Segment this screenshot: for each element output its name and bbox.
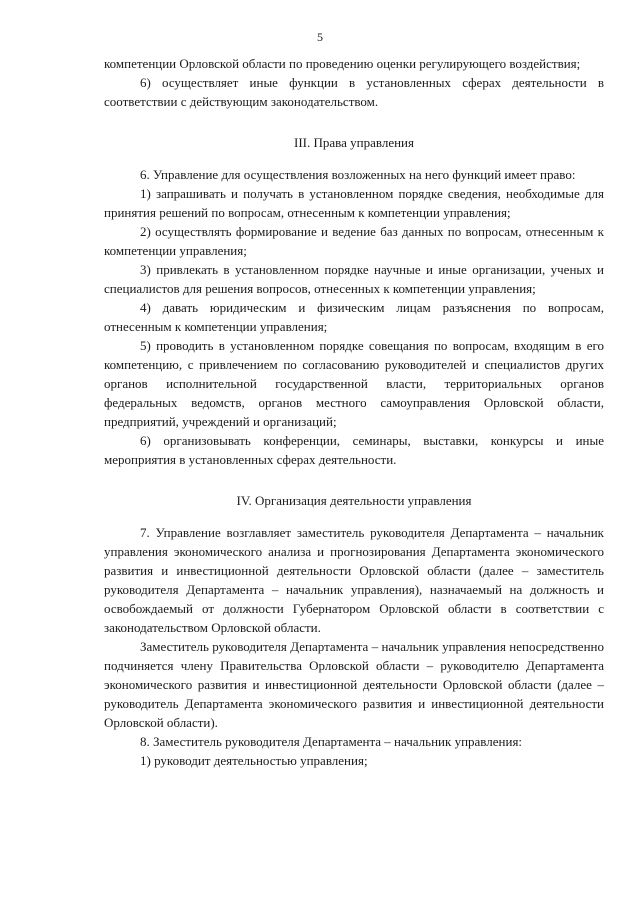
document-body	[104, 54, 604, 770]
paragraph-right-2: 2) осуществлять формирование и ведение баз данных по вопросам, отнесенным к компетенции управления;	[104, 224, 604, 258]
paragraph-clause-8: 8. Заместитель руководителя Департамента – начальник управления:	[140, 734, 523, 749]
paragraph-right-1: 1) запрашивать и получать в установленном порядке сведения, необходимые для принятия решений по вопросам, отнесенным к компетенции управления;	[104, 186, 604, 220]
paragraph-right-5: 5) проводить в установленном порядке совещания по вопросам, входящим в его компетенцию, с привлечением по согласованию руководителей и специалистов других органов исполнительной государственной власти, территориальных органов федеральных ведомств, органов местного самоуправления Орловской области, предприятий, учреждений и организаций;	[104, 338, 604, 429]
paragraph-item-6-other-functions: 6) осуществляет иные функции в установленных сферах деятельности в соответствии с действующим законодательством.	[104, 75, 604, 109]
section-heading-organization: IV. Организация деятельности управления	[236, 493, 472, 508]
page-number: 5	[317, 30, 323, 44]
paragraph-right-6: 6) организовывать конференции, семинары, выставки, конкурсы и иные мероприятия в установленных сферах деятельности.	[104, 433, 604, 467]
paragraph-clause-7: 7. Управление возглавляет заместитель руководителя Департамента – начальник управления экономического анализа и прогнозирования Департамента экономического развития и инвестиционной деятельности Орловской области (далее – заместитель руководителя Департамента – начальник управления), назначаемый на должность и освобождаемый от должности Губернатором Орловской области в соответствии с законодательством Орловской области.	[104, 525, 604, 635]
paragraph-subordination: Заместитель руководителя Департамента – начальник управления непосредственно подчиняется члену Правительства Орловской области – руководителю Департамента экономического развития и инвестиционной деятельности Орловской области (далее – руководитель Департамента экономического развития и инвестиционной деятельности Орловской области).	[104, 639, 604, 730]
paragraph-clause-6: 6. Управление для осуществления возложенных на него функций имеет право:	[140, 167, 576, 182]
paragraph-right-4: 4) давать юридическим и физическим лицам разъяснения по вопросам, отнесенным к компетенции управления;	[104, 300, 604, 334]
section-heading-rights: III. Права управления	[294, 135, 414, 150]
paragraph-continuation: компетенции Орловской области по проведению оценки регулирующего воздействия;	[104, 56, 581, 71]
paragraph-right-3: 3) привлекать в установленном порядке научные и иные организации, ученых и специалистов для решения вопросов, отнесенных к компетенции управления;	[104, 262, 604, 296]
paragraph-duty-1: 1) руководит деятельностью управления;	[140, 753, 368, 768]
